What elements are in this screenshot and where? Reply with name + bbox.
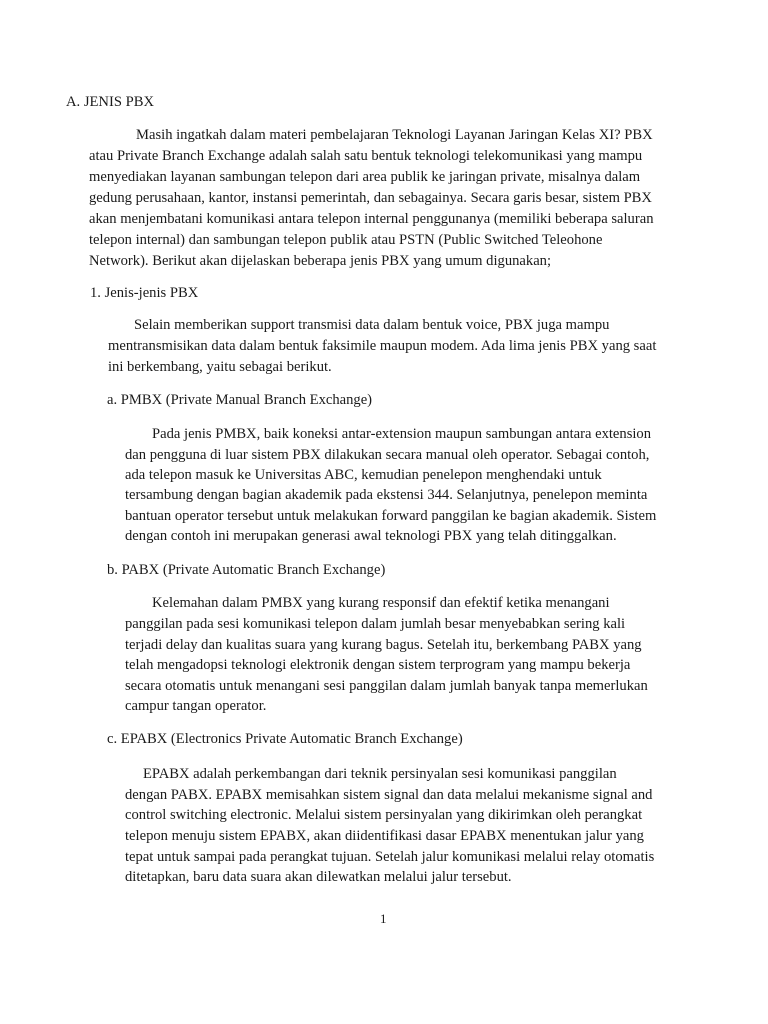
paragraph-line: Pada jenis PMBX, baik koneksi antar-extension maupun sambungan antara extension xyxy=(152,426,652,442)
paragraph-line: Selain memberikan support transmisi data dalam bentuk voice, PBX juga mampu xyxy=(134,317,610,333)
paragraph-line: dan pengguna di luar sistem PBX dilakukan secara manual oleh operator. Sebagai contoh, xyxy=(125,447,650,463)
paragraph-line: dengan contoh ini merupakan generasi awal teknologi PBX yang telah ditinggalkan. xyxy=(125,528,617,544)
paragraph-line: akan menjembatani komunikasi antara telepon internal penggunanya (memiliki beberapa saluran xyxy=(89,211,654,227)
paragraph-line: tepat untuk sampai pada perangkat tujuan. Setelah jalur komunikasi melalui relay otomatis xyxy=(125,849,655,865)
paragraph-line: ada telepon masuk ke Universitas ABC, kemudian penelepon menghendaki untuk xyxy=(125,467,602,483)
paragraph-line: bantuan operator tersebut untuk melakukan forward panggilan ke bagian akademik. Sistem xyxy=(125,508,657,524)
paragraph-line: atau Private Branch Exchange adalah salah satu bentuk teknologi telekomunikasi yang mampu xyxy=(89,148,643,164)
subsection-heading: 1. Jenis-jenis PBX xyxy=(90,285,199,301)
item-title: a. PMBX (Private Manual Branch Exchange) xyxy=(107,392,373,408)
paragraph-line: tersambung dengan bagian akademik pada ekstensi 344. Selanjutnya, penelepon meminta xyxy=(125,487,648,503)
paragraph-line: secara otomatis untuk menangani sesi panggilan dalam jumlah banyak tanpa memerlukan xyxy=(125,678,648,694)
paragraph-line: terjadi delay dan kualitas suara yang kurang bagus. Setelah itu, berkembang PABX yang xyxy=(125,637,642,653)
section-heading: A. JENIS PBX xyxy=(66,94,154,110)
page-number: 1 xyxy=(380,911,387,926)
paragraph-line: control switching electronic. Melalui sistem persinyalan yang dikirimkan oleh perangkat xyxy=(125,807,643,823)
item-title: b. PABX (Private Automatic Branch Exchange) xyxy=(107,562,386,578)
paragraph-line: telepon menuju sistem EPABX, akan diidentifikasi dasar EPABX menentukan jalur yang xyxy=(125,828,644,844)
paragraph-line: Network). Berikut akan dijelaskan beberapa jenis PBX yang umum digunakan; xyxy=(89,253,552,269)
paragraph-line: dengan PABX. EPABX memisahkan sistem signal dan data melalui mekanisme signal and xyxy=(125,787,653,803)
paragraph-line: gedung perusahaan, kantor, instansi pemerintah, dan sebagainya. Secara garis besar, sistem PBX xyxy=(89,190,652,206)
paragraph-line: Masih ingatkah dalam materi pembelajaran Teknologi Layanan Jaringan Kelas XI? PBX xyxy=(136,127,653,143)
item-title: c. EPABX (Electronics Private Automatic Branch Exchange) xyxy=(107,731,463,747)
paragraph-line: EPABX adalah perkembangan dari teknik persinyalan sesi komunikasi panggilan xyxy=(143,766,617,782)
paragraph-line: Kelemahan dalam PMBX yang kurang responsif dan efektif ketika menangani xyxy=(152,595,610,611)
paragraph-line: mentransmisikan data dalam bentuk faksimile maupun modem. Ada lima jenis PBX yang saat xyxy=(108,338,657,354)
paragraph-line: telepon internal) dan sambungan telepon publik atau PSTN (Public Switched Teleohone xyxy=(89,232,603,248)
paragraph-line: campur tangan operator. xyxy=(125,698,267,714)
paragraph-line: ditetapkan, baru data suara akan dilewatkan melalui jalur tersebut. xyxy=(125,869,512,885)
paragraph-line: ini berkembang, yaitu sebagai berikut. xyxy=(108,359,332,375)
paragraph-line: panggilan pada sesi komunikasi telepon dalam jumlah besar menyebabkan sering kali xyxy=(125,616,626,632)
paragraph-line: telah mengadopsi teknologi elektronik dengan sistem terprogram yang mampu bekerja xyxy=(125,657,631,673)
paragraph-line: menyediakan layanan sambungan telepon dari area publik ke jaringan private, misalnya dalam xyxy=(89,169,641,185)
